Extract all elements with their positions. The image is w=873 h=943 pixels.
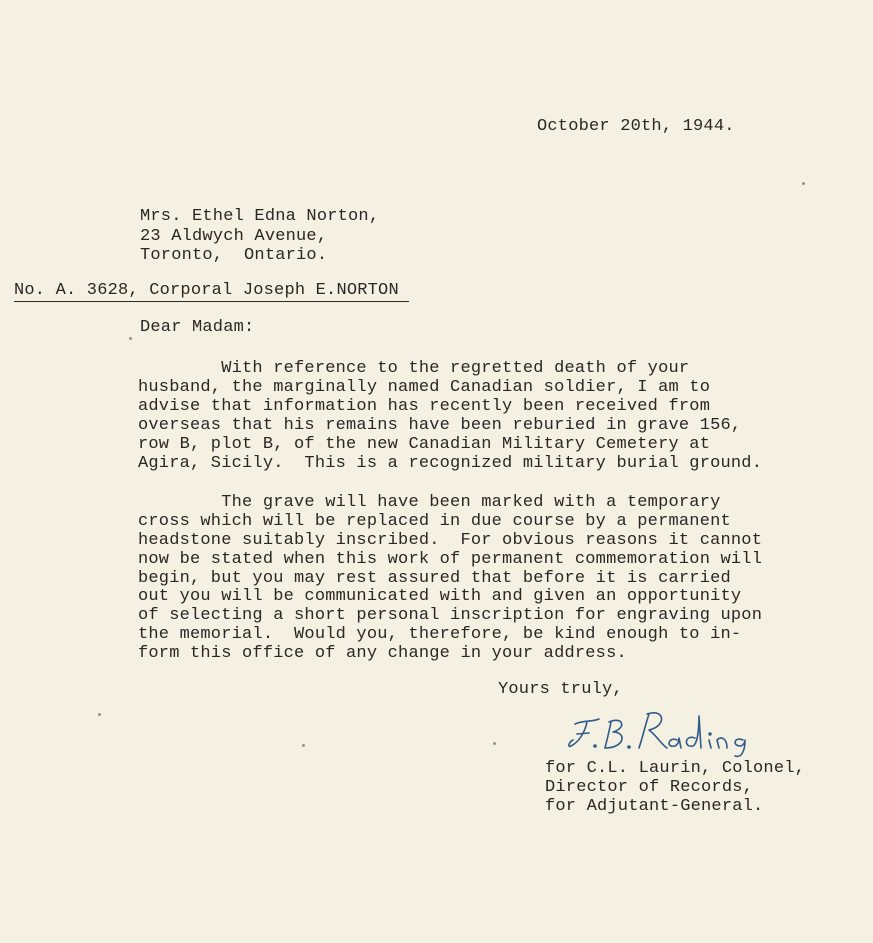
paragraph-1-line: husband, the marginally named Canadian soldier, I am to (138, 378, 711, 397)
paragraph-1-line: advise that information has recently been received from (138, 397, 711, 416)
signatory-line: Director of Records, (545, 778, 754, 797)
paper-speck (802, 182, 805, 185)
paragraph-2-line: headstone suitably inscribed. For obvious reasons it cannot (138, 531, 763, 550)
signatory-line: for C.L. Laurin, Colonel, (545, 759, 806, 778)
paragraph-2-line: The grave will have been marked with a temporary (138, 493, 721, 512)
paper-speck (129, 337, 132, 340)
paragraph-1-line: With reference to the regretted death of your (138, 359, 690, 378)
paragraph-2-line: the memorial. Would you, therefore, be kind enough to in- (138, 625, 742, 644)
paper-speck (302, 744, 305, 747)
paragraph-2-line: begin, but you may rest assured that before it is carried (138, 569, 731, 588)
paragraph-1-line: overseas that his remains have been reburied in grave 156, (138, 416, 742, 435)
recipient-name: Mrs. Ethel Edna Norton, (140, 207, 380, 226)
recipient-city: Toronto, Ontario. (140, 246, 328, 265)
paragraph-2-line: form this office of any change in your address. (138, 644, 627, 663)
salutation: Dear Madam: (140, 318, 255, 337)
paragraph-1-line: row B, plot B, of the new Canadian Military Cemetery at (138, 435, 711, 454)
paragraph-2-line: cross which will be replaced in due course by a permanent (138, 512, 731, 531)
paragraph-2-line: now be stated when this work of permanent commemoration will (138, 550, 763, 569)
paper-speck (98, 713, 101, 716)
paragraph-2-line: of selecting a short personal inscription for engraving upon (138, 606, 763, 625)
signatory-line: for Adjutant-General. (545, 797, 764, 816)
paragraph-1-line: Agira, Sicily. This is a recognized military burial ground. (138, 454, 763, 473)
handwritten-signature (565, 702, 755, 762)
paper-speck (493, 742, 496, 745)
closing: Yours truly, (498, 680, 623, 699)
recipient-street: 23 Aldwych Avenue, (140, 227, 328, 246)
reference-line: No. A. 3628, Corporal Joseph E.NORTON (14, 282, 409, 302)
paragraph-2-line: out you will be communicated with and given an opportunity (138, 587, 742, 606)
letter-date: October 20th, 1944. (537, 117, 735, 136)
